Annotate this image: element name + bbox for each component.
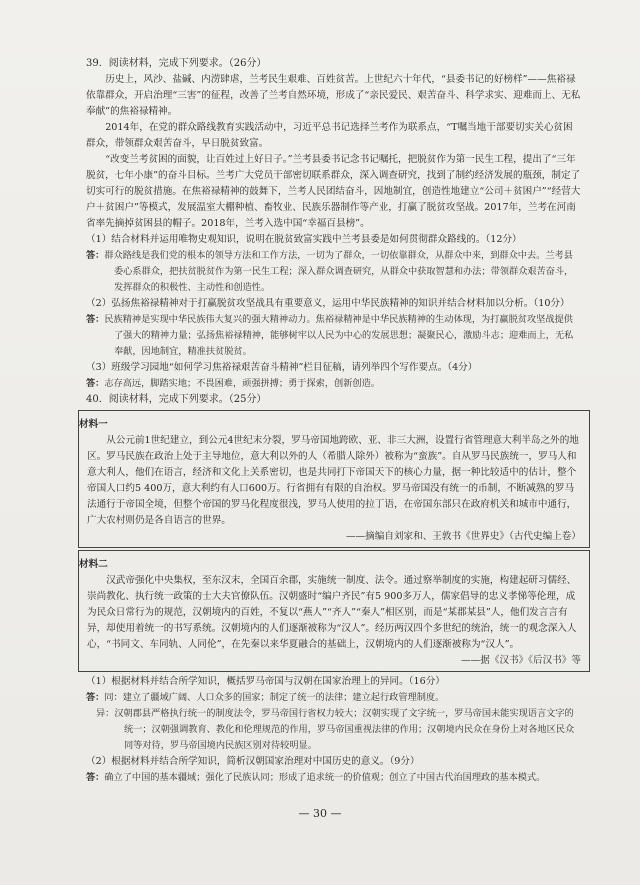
answer-label: 答：: [86, 772, 105, 783]
q39-answer-1-text: 群众路线是我们党的根本的领导方法和工作方法，一切为了群众，一切依靠群众，从群众中来，到群众中去。兰考县委心系群众，把扶贫脱贫作为第一民生工程；深入群众调查研究，从群众中获取智慧和办法；带领群众艰苦奋斗，发挥群众的积极性、主动性和创造性。: [104, 250, 574, 293]
answer-label: 答：: [86, 692, 105, 703]
q39-sub-3: （3）班级学习园地“如何学习焦裕禄艰苦奋斗精神”栏目征稿，请列举四个写作要点。（4分）: [86, 362, 478, 373]
q40-answer-2: [86, 770, 582, 786]
page-number: — 30 —: [298, 807, 342, 820]
q39-answer-2: [86, 312, 582, 360]
material-2-label: 材料二: [79, 559, 108, 570]
material-1-box: [78, 410, 590, 548]
q40-answer-1-diff: 异：汉朝郡县严格执行统一的制度法令，罗马帝国行省权力较大；汉朝实现了文字统一，罗马帝国未能实现语言文字的统一；汉朝强调教育、教化和伦理规范的作用，罗马帝国重视法律的作用；汉朝境内民众在身份上对各地区民众同等对待，罗马帝国境内民族区别对待较明显。: [96, 708, 575, 751]
answer-label: 答：: [86, 314, 105, 325]
q39-sub-2: （2）弘扬焦裕禄精神对于打赢脱贫攻坚战具有重要意义，运用中华民族精神的知识并结合材料加以分析。（10分）: [86, 298, 570, 309]
material-1-source: ——摘编自刘家和、王敦书《世界史》（古代史编上卷）: [345, 531, 581, 542]
q39-answer-3: [86, 376, 582, 392]
q39-title: 39．阅读材料，完成下列要求。（26分）: [86, 58, 267, 69]
q39-para-3: “改变兰考贫困的面貌，让百姓过上好日子。”兰考县委书记念书记嘱托，把脱贫作为第一民生工程，提出了“三年脱贫，七年小康”的奋斗目标。兰考广大党员干部密切联系群众，深入调查研究，找到了制约经济发展的瓶颈，制定了切实可行的脱贫措施。在焦裕禄精神的鼓舞下，兰考人民团结奋斗，因地制宜，创造性地建立“公司＋贫困户”“经营大户＋贫困户”等模式，发展温室大棚种植、畜牧业、民族乐器制作等产业，打赢了脱贫攻坚战。2017年，兰考在河南省率先摘掉贫困县的帽子。2018年，兰考入选中国“幸福百县榜”。: [86, 154, 581, 229]
q40-title: 40．阅读材料，完成下列要求。（25分）: [86, 394, 267, 405]
material-1-label: 材料一: [79, 419, 108, 430]
q40-sub-2: （2）根据材料并结合所学知识，简析汉朝国家治理对中国历史的意义。（9分）: [86, 756, 420, 767]
q39-sub-1: （1）结合材料并运用唯物史观知识，说明在脱贫致富实践中兰考县委是如何贯彻群众路线的。（12分）: [86, 234, 522, 245]
q39-para-2: 2014年，在党的群众路线教育实践活动中，习近平总书记选择兰考作为联系点，“T嘱当地干部要切实关心贫困群众，带领群众艰苦奋斗，早日脱贫致富。: [86, 122, 573, 149]
material-2-source: ——据《汉书》《后汉书》等: [461, 655, 581, 666]
q40-answer-1-same-text: 同：建立了疆域广阔、人口众多的国家；制定了统一的法律；建立起行政管理制度。: [104, 692, 445, 703]
material-1-text: 从公元前1世纪建立，到公元4世纪末分裂，罗马帝国地跨欧、亚、非三大洲，设置行省管理意大利半岛之外的地区。罗马民族在政治上处于主导地位，意大利以外的人（希腊人除外）被称为“蛮族”。自从罗马民族统一，罗马人和意大利人，他们在语言，经济和文化上关系密切，也是共同打下帝国天下的核心力量，据一种比较适中的估计，整个帝国人口约5 400万，意大利约有人口600万。行省拥有有限的自治权。罗马帝国没有统一的币制，不断减熟的罗马法通行于帝国全境，但整个帝国的罗马化程度很浅，罗马人使用的拉丁语，在帝国东部只在政府机关和城市中通行，广大农村则仍是各自语言的世界。: [87, 435, 579, 526]
q39-answer-1: [86, 248, 582, 296]
material-2-text: 汉武帝强化中央集权，至东汉末，全国百余郡，实施统一制度、法令。通过察举制度的实施，构建起研习儒经、崇尚教化、执行统一政策的士大夫官僚队伍。汉朝盛时“编户齐民”有5 900多万人，儒家倡导的忠义孝悌等伦理，成为民众日常行为的规范，汉朝境内的百姓，不复以“燕人”“齐人”“秦人”相区别，而是“某郡某县”人，他们发言言有异，却使用着统一的书写系统。汉朝境内的人们逐渐被称为“汉人”。经历两汉四个多世纪的统治，统一的观念深入人心，“书同文、车同轨、人同伦”，在先秦以来华夏融合的基础上，汉朝境内的人们逐渐被称为“汉人”。: [87, 575, 577, 650]
material-2-box: [78, 550, 590, 672]
q39-answer-2-text: 民族精神是实现中华民族伟大复兴的强大精神动力。焦裕禄精神是中华民族精神的生动体现，为打赢脱贫攻坚战提供了强大的精神力量；弘扬焦裕禄精神，能够树牢以人民为中心的发展思想；凝聚民心，激励斗志；迎难而上，无私奉献，因地制宜，精准扶贫脱贫。: [104, 314, 574, 357]
q39-para-1: 历史上，风沙、盐碱、内涝肆虐，兰考民生艰难、百姓贫苦。上世纪六十年代，“县委书记的好榜样”——焦裕禄依靠群众，开启治理“三害”的征程，改善了兰考自然环境，形成了“亲民爱民、艰苦奋斗、科学求实、迎难而上、无私奉献”的焦裕禄精神。: [86, 74, 581, 117]
q39-answer-3-text: 志存高远，脚踏实地；不畏困难，顽强拼搏；勇于探索，创新创造。: [104, 378, 380, 389]
q40-answer-2-text: 确立了中国的基本疆域；强化了民族认同；形成了追求统一的价值观；创立了中国古代治国理政的基本模式。: [104, 772, 546, 783]
q40-sub-1: （1）根据材料并结合所学知识，概括罗马帝国与汉朝在国家治理上的异同。（16分）: [86, 676, 445, 687]
answer-label: 答：: [86, 378, 105, 389]
q40-answer-1-same: [86, 690, 582, 706]
answer-label: 答：: [86, 250, 105, 261]
